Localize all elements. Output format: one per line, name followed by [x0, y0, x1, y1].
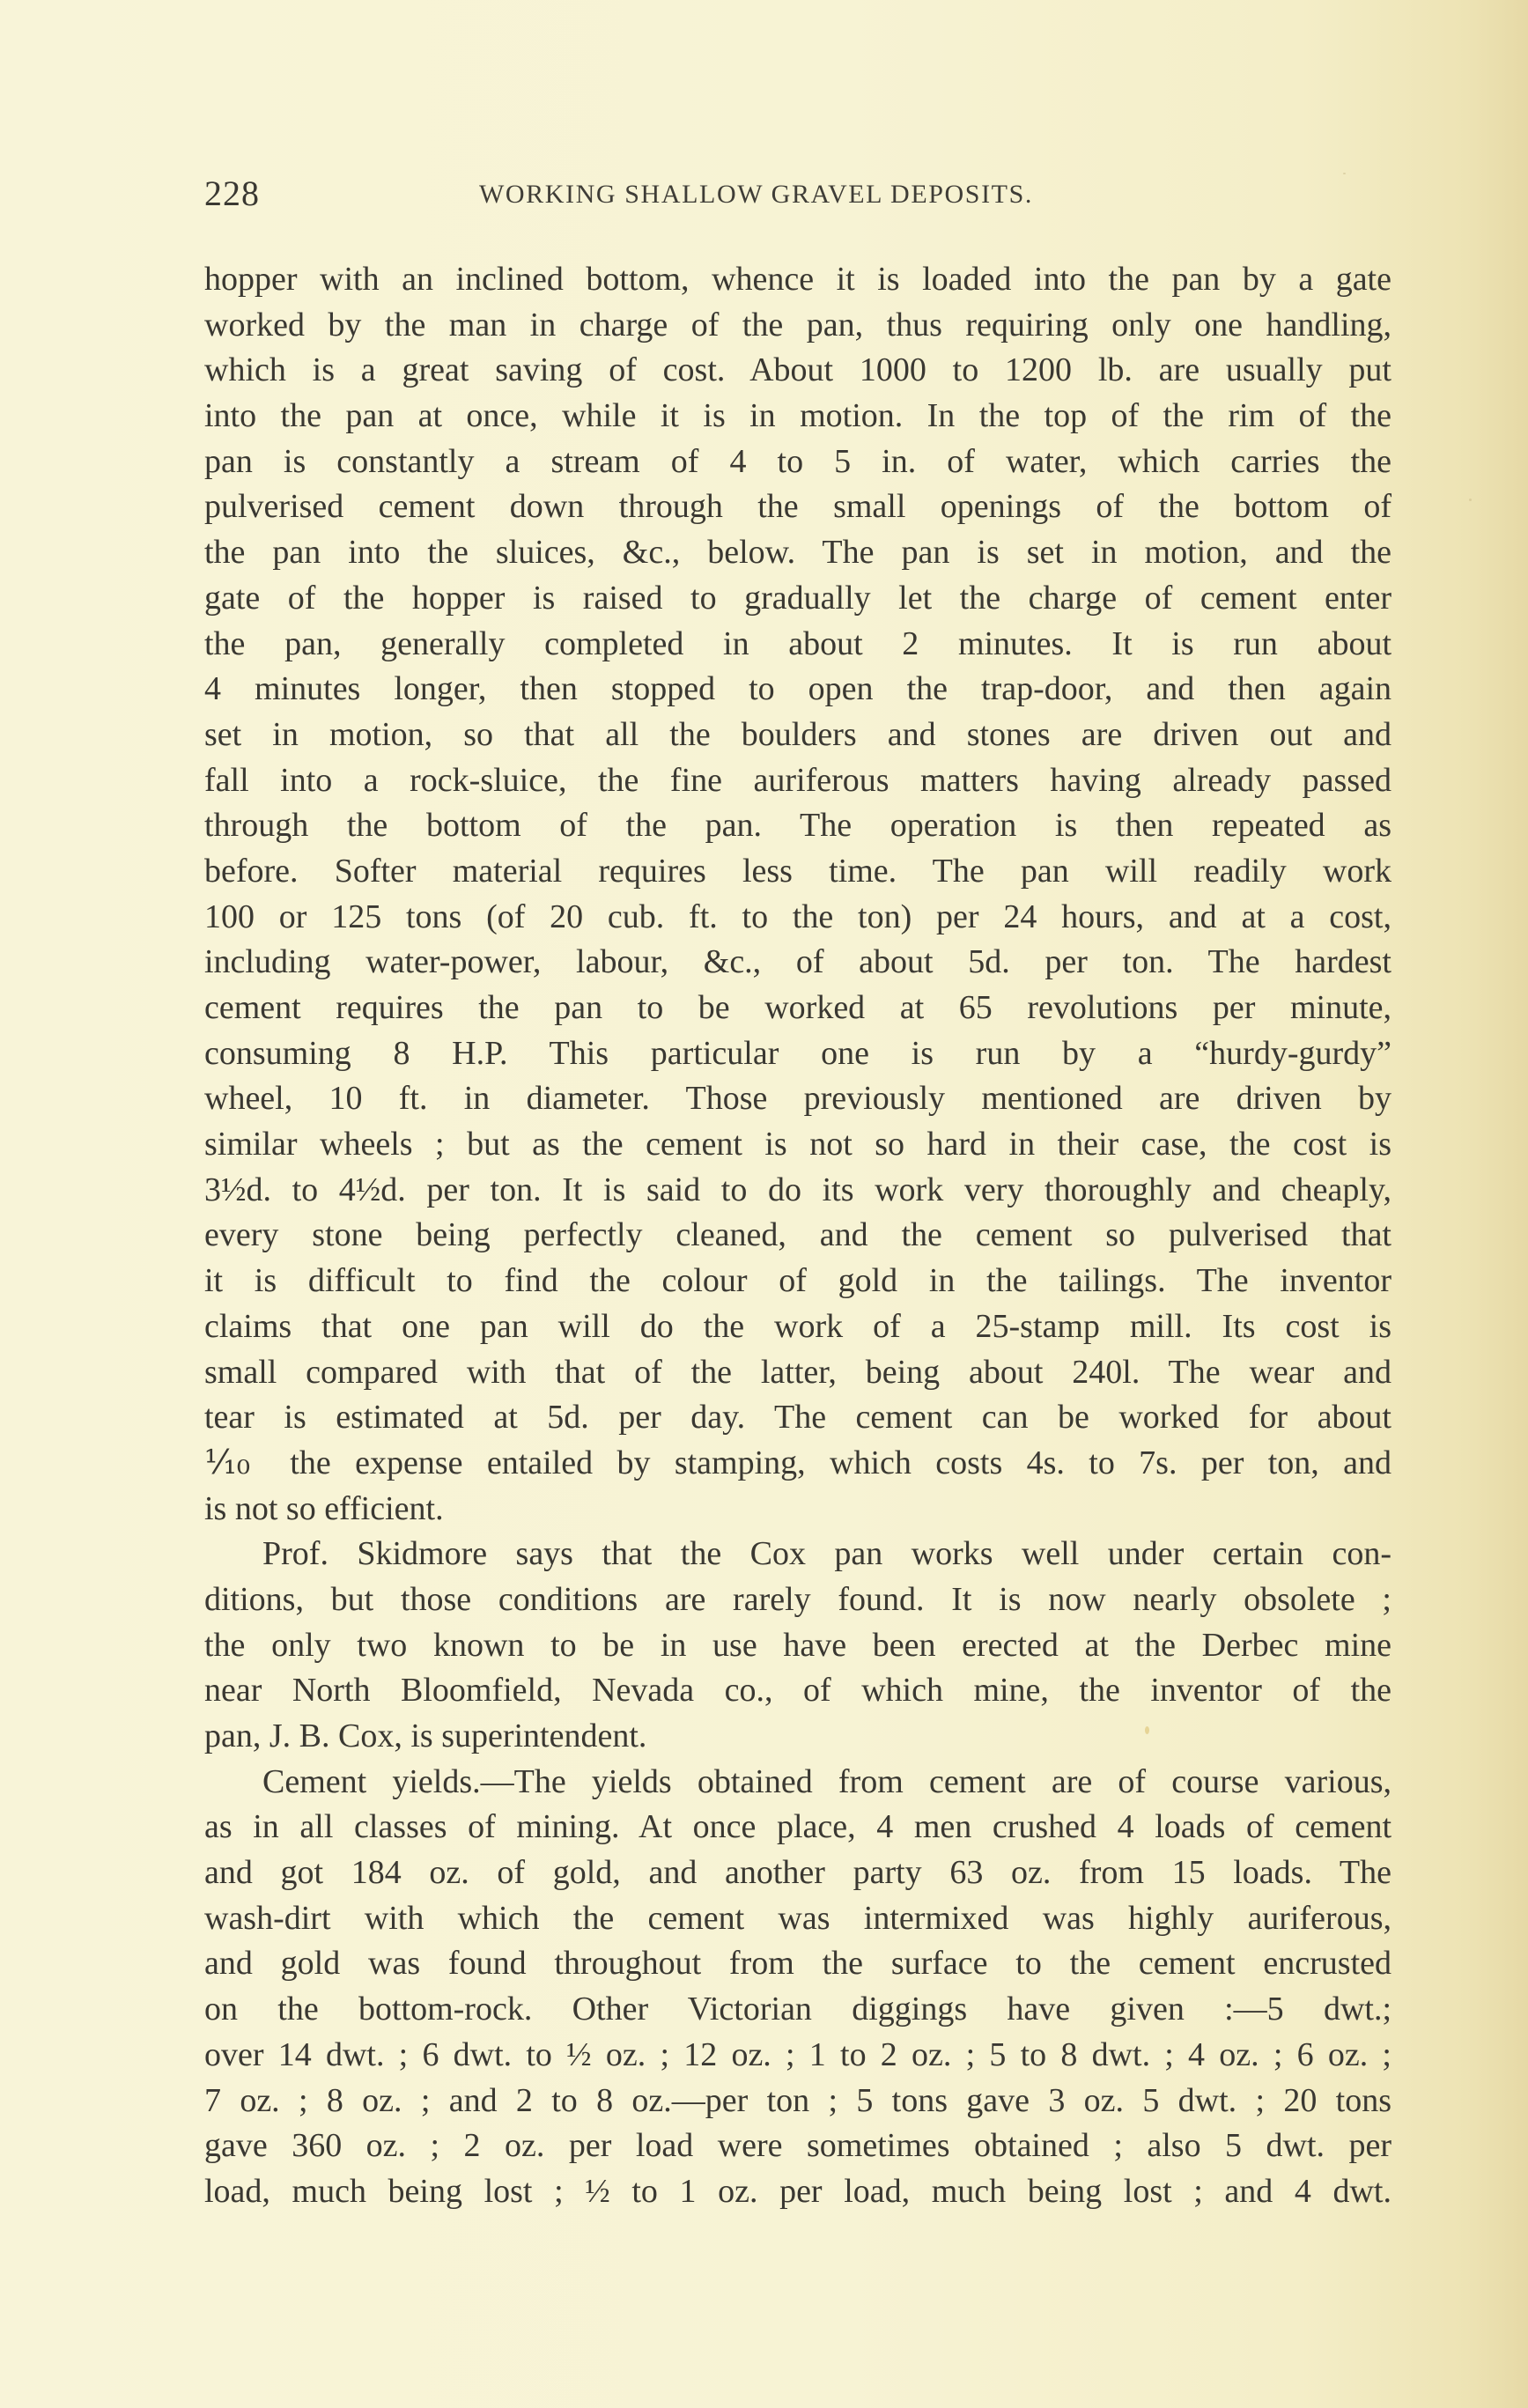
page-number: 228: [204, 174, 260, 213]
running-head: [204, 173, 1138, 217]
text-line: claims that one pan will do the work of a 25-stamp mill. Its cost is: [204, 1307, 1391, 1345]
text-line: and gold was found throughout from the surface to the cement encrusted: [204, 1945, 1391, 1983]
text-line: ditions, but those conditions are rarely found. It is now nearly obsolete ;: [204, 1580, 1391, 1618]
text-line: into the pan at once, while it is in motion. In the top of the rim of the: [204, 397, 1391, 435]
paper-speck: [1469, 499, 1472, 501]
text-line: over 14 dwt. ; 6 dwt. to ½ oz. ; 12 oz. ; 1 to 2 oz. ; 5 to 8 dwt. ; 4 oz. ; 6 oz. ;: [204, 2035, 1391, 2073]
text-line: similar wheels ; but as the cement is not so hard in their case, the cost is: [204, 1126, 1391, 1163]
text-line: and got 184 oz. of gold, and another party 63 oz. from 15 loads. The: [204, 1854, 1391, 1892]
text-line: through the bottom of the pan. The operation is then repeated as: [204, 807, 1391, 845]
text-line: small compared with that of the latter, being about 240l. The wear and: [204, 1353, 1391, 1391]
text-line: pan, J. B. Cox, is superintendent.: [204, 1717, 647, 1754]
text-line: 7 oz. ; 8 oz. ; and 2 to 8 oz.—per ton ; 5 tons gave 3 oz. 5 dwt. ; 20 tons: [204, 2081, 1391, 2119]
text-line: 4 minutes longer, then stopped to open the trap-door, and then again: [204, 670, 1391, 708]
text-line: before. Softer material requires less time. The pan will readily work: [204, 852, 1391, 890]
text-line: the only two known to be in use have been erected at the Derbec mine: [204, 1626, 1391, 1664]
text-line: it is difficult to find the colour of gold in the tailings. The inventor: [204, 1262, 1391, 1300]
text-line: ⅒ the expense entailed by stamping, which costs 4s. to 7s. per ton, and: [204, 1444, 1391, 1481]
text-line: hopper with an inclined bottom, whence it is loaded into the pan by a gate: [204, 261, 1391, 298]
text-line: Prof. Skidmore says that the Cox pan works well under certain con-: [262, 1535, 1391, 1573]
running-title: WORKING SHALLOW GRAVEL DEPOSITS.: [479, 180, 1033, 209]
text-line: gate of the hopper is raised to gradually let the charge of cement enter: [204, 579, 1391, 617]
text-line: pan is constantly a stream of 4 to 5 in. of water, which carries the: [204, 442, 1391, 480]
text-line: the pan into the sluices, &c., below. The pan is set in motion, and the: [204, 534, 1391, 572]
text-line: fall into a rock-sluice, the fine auriferous matters having already passed: [204, 761, 1391, 799]
text-line: Cement yields.—The yields obtained from cement are of course various,: [262, 1762, 1391, 1800]
text-line: the pan, generally completed in about 2 minutes. It is run about: [204, 624, 1391, 662]
paper-speck: [1145, 1726, 1149, 1734]
text-line: consuming 8 H.P. This particular one is run by a “hurdy-gurdy”: [204, 1034, 1391, 1072]
text-line: load, much being lost ; ½ to 1 oz. per load, much being lost ; and 4 dwt.: [204, 2172, 1391, 2210]
text-line: 100 or 125 tons (of 20 cub. ft. to the ton) per 24 hours, and at a cost,: [204, 897, 1391, 935]
text-line: wash-dirt with which the cement was intermixed was highly auriferous,: [204, 1899, 1391, 1937]
text-line: tear is estimated at 5d. per day. The cement can be worked for about: [204, 1399, 1391, 1437]
paper-speck: [1343, 173, 1346, 174]
text-line: near North Bloomfield, Nevada co., of which mine, the inventor of the: [204, 1672, 1391, 1710]
text-line: worked by the man in charge of the pan, thus requiring only one handling,: [204, 306, 1391, 343]
text-line: set in motion, so that all the boulders and stones are driven out and: [204, 715, 1391, 753]
text-line: pulverised cement down through the small openings of the bottom of: [204, 488, 1391, 526]
text-line: is not so efficient.: [204, 1489, 444, 1527]
paragraph-skidmore: [204, 1532, 1391, 1759]
text-line: 3½d. to 4½d. per ton. It is said to do its work very thoroughly and cheaply,: [204, 1171, 1391, 1208]
text-line: wheel, 10 ft. in diameter. Those previously mentioned are driven by: [204, 1080, 1391, 1118]
text-line: as in all classes of mining. At once place, 4 men crushed 4 loads of cement: [204, 1808, 1391, 1846]
text-line: cement requires the pan to be worked at 65 revolutions per minute,: [204, 989, 1391, 1026]
text-line: including water-power, labour, &c., of about 5d. per ton. The hardest: [204, 943, 1391, 981]
body-text: [204, 257, 1391, 2215]
paragraph-cox-pan-operation: [204, 257, 1391, 1532]
text-line: gave 360 oz. ; 2 oz. per load were sometimes obtained ; also 5 dwt. per: [204, 2127, 1391, 2165]
text-line: on the bottom-rock. Other Victorian diggings have given :—5 dwt.;: [204, 1991, 1391, 2028]
text-line: every stone being perfectly cleaned, and the cement so pulverised that: [204, 1216, 1391, 1254]
paragraph-cement-yields: [204, 1760, 1391, 2215]
text-line: which is a great saving of cost. About 1000 to 1200 lb. are usually put: [204, 351, 1391, 389]
